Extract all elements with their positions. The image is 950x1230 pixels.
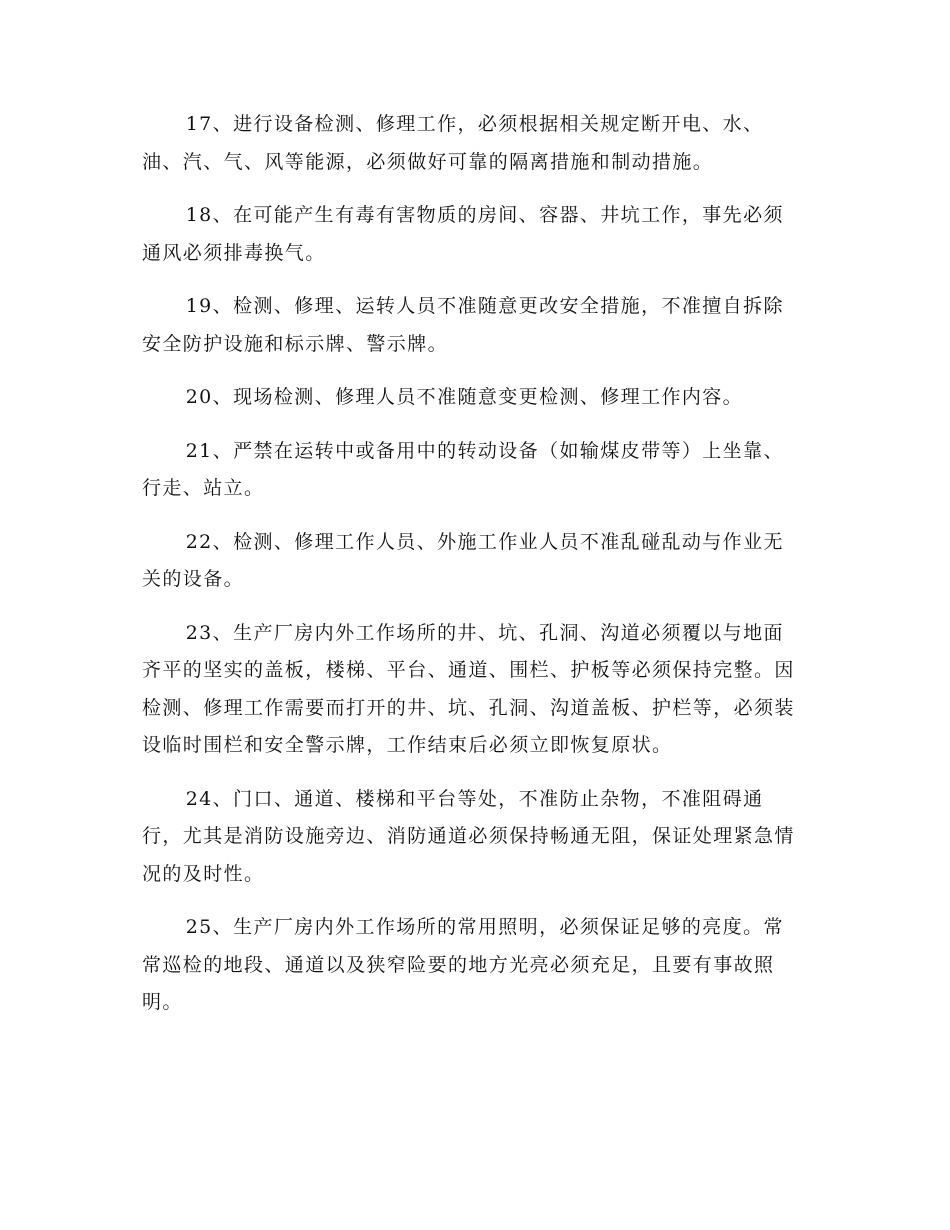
document-body bbox=[142, 106, 798, 1038]
paragraph-18: 18、在可能产生有毒有害物质的房间、容器、井坑工作，事先必须通风必须排毒换气。 bbox=[142, 204, 784, 264]
paragraph-23: 23、生产厂房内外工作场所的井、坑、孔洞、沟道必须覆以与地面齐平的坚实的盖板，楼梯、平台、通道、围栏、护板等必须保持完整。因检测、修理工作需要而打开的井、坑、孔洞、沟道盖板、护栏等，必须装设临时围栏和安全警示牌，工作结束后必须立即恢复原状。 bbox=[142, 621, 795, 756]
paragraph-25: 25、生产厂房内外工作场所的常用照明，必须保证足够的亮度。常常巡检的地段、通道以及狭窄险要的地方光亮必须充足，且要有事故照明。 bbox=[142, 916, 784, 1013]
paragraph-22: 22、检测、修理工作人员、外施工作业人员不准乱碰乱动与作业无关的设备。 bbox=[142, 530, 784, 590]
paragraph-20: 20、现场检测、修理人员不准随意变更检测、修理工作内容。 bbox=[185, 386, 744, 408]
paragraph-17: 17、进行设备检测、修理工作，必须根据相关规定断开电、水、油、汽、气、风等能源，必须做好可靠的隔离措施和制动措施。 bbox=[142, 113, 764, 173]
paragraph-21: 21、严禁在运转中或备用中的转动设备（如输煤皮带等）上坐靠、行走、站立。 bbox=[142, 439, 784, 499]
paragraph-19: 19、检测、修理、运转人员不准随意更改安全措施，不准擅自拆除安全防护设施和标示牌、警示牌。 bbox=[142, 295, 784, 355]
paragraph-24: 24、门口、通道、楼梯和平台等处，不准防止杂物，不准阻碍通行，尤其是消防设施旁边、消防通道必须保持畅通无阻，保证处理紧急情况的及时性。 bbox=[142, 787, 795, 885]
